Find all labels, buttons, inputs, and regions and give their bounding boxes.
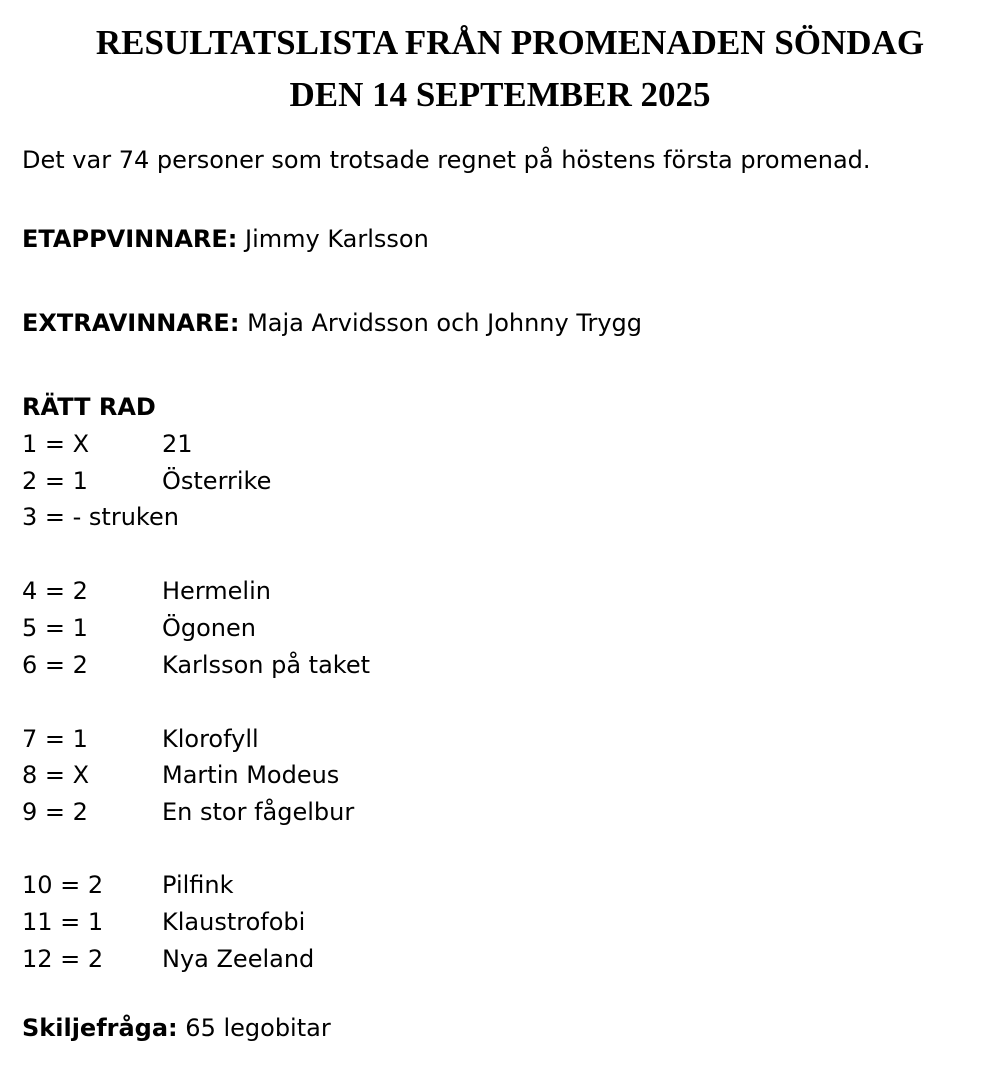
result-row — [22, 429, 922, 459]
title-line-1: RESULTATSLISTA FRÅN PROMENADEN SÖNDAG — [95, 23, 925, 62]
result-number: 11 = 1 — [22, 908, 104, 936]
result-answer: Ögonen — [162, 614, 256, 642]
result-row — [22, 724, 922, 754]
result-answer: En stor fågelbur — [162, 798, 355, 826]
skiljefraga-value: 65 legobitar — [185, 1014, 331, 1042]
result-answer: Klorofyll — [162, 725, 259, 753]
result-row — [22, 907, 922, 937]
extravinnare-value: Maja Arvidsson och Johnny Trygg — [247, 309, 643, 337]
ratt-rad-heading: RÄTT RAD — [22, 393, 156, 421]
result-answer: Österrike — [162, 467, 272, 495]
result-number: 10 = 2 — [22, 871, 104, 899]
title-line-2: DEN 14 SEPTEMBER 2025 — [289, 75, 711, 114]
skiljefraga-line — [22, 1013, 331, 1043]
result-number: 4 = 2 — [22, 577, 88, 605]
result-number: 1 = X — [22, 430, 90, 458]
extravinnare-line — [22, 308, 642, 338]
result-row — [22, 797, 922, 827]
result-answer: Karlsson på taket — [162, 651, 370, 679]
result-answer: 21 — [162, 430, 193, 458]
result-answer: Pilfink — [162, 871, 234, 899]
result-number: 3 = - struken — [22, 503, 179, 531]
extravinnare-label: EXTRAVINNARE: — [22, 309, 240, 337]
skiljefraga-label: Skiljefråga: — [22, 1014, 178, 1042]
result-number: 2 = 1 — [22, 467, 88, 495]
result-row — [22, 870, 922, 900]
result-row — [22, 576, 922, 606]
result-answer: Martin Modeus — [162, 761, 340, 789]
result-answer: Klaustrofobi — [162, 908, 306, 936]
result-row — [22, 650, 922, 680]
result-row — [22, 502, 922, 532]
result-answer: Hermelin — [162, 577, 271, 605]
etappvinnare-label: ETAPPVINNARE: — [22, 225, 238, 253]
result-number: 9 = 2 — [22, 798, 88, 826]
result-answer: Nya Zeeland — [162, 945, 315, 973]
etappvinnare-line — [22, 224, 429, 254]
result-row — [22, 613, 922, 643]
result-number: 5 = 1 — [22, 614, 88, 642]
etappvinnare-value: Jimmy Karlsson — [245, 225, 429, 253]
result-row — [22, 466, 922, 496]
result-row — [22, 760, 922, 790]
intro-text: Det var 74 personer som trotsade regnet på höstens första promenad. — [22, 146, 871, 174]
result-number: 6 = 2 — [22, 651, 88, 679]
result-number: 8 = X — [22, 761, 90, 789]
result-number: 7 = 1 — [22, 725, 88, 753]
result-row — [22, 944, 922, 974]
result-number: 12 = 2 — [22, 945, 104, 973]
